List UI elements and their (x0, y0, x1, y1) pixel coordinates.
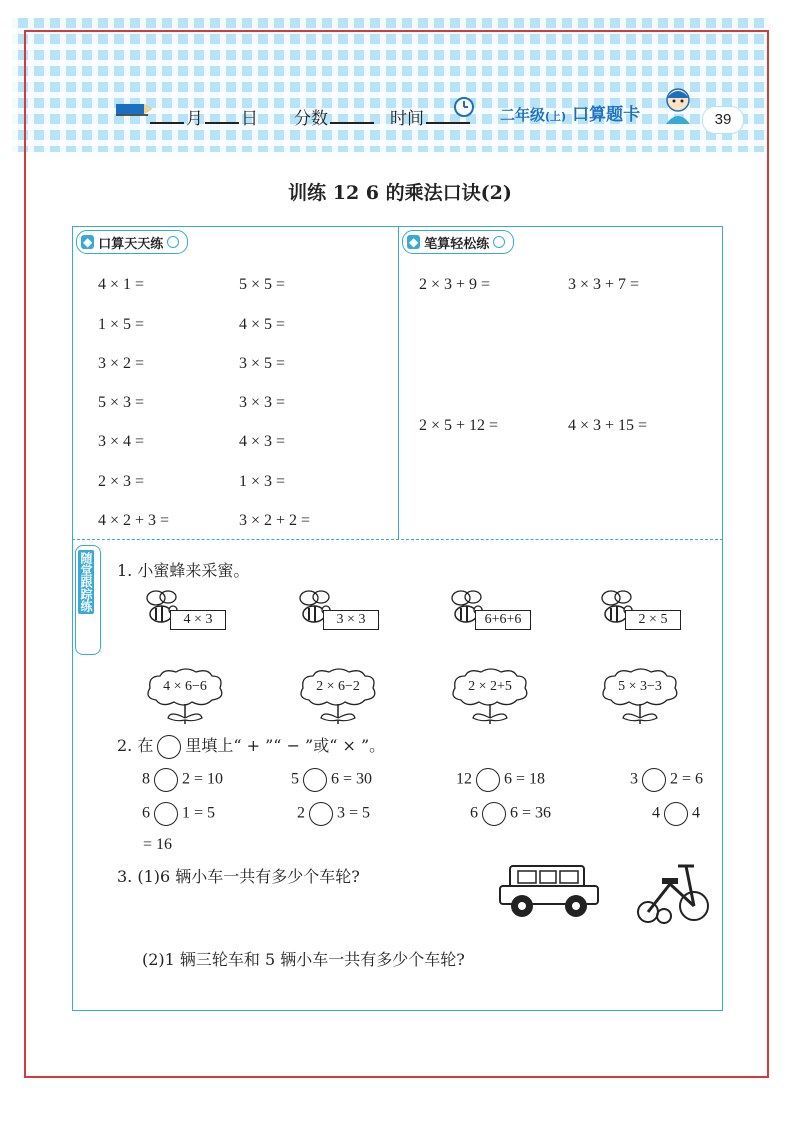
q2-left-operand: 3 (630, 770, 638, 788)
clock-icon (453, 96, 475, 118)
q2-item (297, 802, 370, 826)
bee-expression-box: 2 × 5 (625, 610, 681, 630)
day-blank[interactable] (205, 108, 239, 124)
written-item: 3 × 3 + 7 = (568, 276, 640, 293)
q2-left-operand: 4 (652, 804, 660, 822)
written-item: 2 × 5 + 12 = (419, 417, 499, 434)
q2-right-expression: 3 = 5 (337, 804, 371, 822)
mascot-icon (660, 86, 696, 126)
bee-expression-box: 4 × 3 (170, 610, 226, 630)
brand (500, 100, 640, 125)
q2-item (291, 768, 372, 792)
q2-right-expression: 6 = 36 (510, 804, 552, 822)
time-label: 时间 (390, 108, 424, 129)
answer-circle[interactable] (154, 768, 178, 792)
oral-item: 5 × 5 = (239, 276, 286, 293)
page-number: 39 (702, 106, 744, 134)
q1-text: 1. 小蜜蜂来采蜜。 (117, 561, 250, 580)
tag-tail-icon (167, 236, 179, 248)
answer-circle[interactable] (664, 802, 688, 826)
grade-text: 二年级 (500, 106, 546, 124)
tag-badge-icon: ◆ (83, 235, 93, 249)
score-blank[interactable] (330, 108, 374, 124)
q2-right-expression: 2 = 10 (182, 770, 224, 788)
section-divider-vertical (398, 226, 399, 540)
answer-circle[interactable] (642, 768, 666, 792)
flower-expression: 4 × 6−6 (163, 679, 207, 694)
answer-circle[interactable] (476, 768, 500, 792)
bee-expression-box: 6+6+6 (475, 610, 531, 630)
oral-item: 4 × 3 = (239, 433, 286, 450)
q2-right-expression: 6 = 18 (504, 770, 546, 788)
flower-icon (449, 668, 531, 726)
q3-part1: 3. (1)6 辆小车一共有多少个车轮? (117, 867, 360, 886)
flower-expression: 2 × 2+5 (468, 679, 512, 694)
oral-item: 3 × 5 = (239, 355, 286, 372)
oral-item: 3 × 2 = (98, 355, 145, 372)
oral-item: 3 × 3 = (239, 394, 286, 411)
oral-item: 5 × 3 = (98, 394, 145, 411)
month-blank[interactable] (150, 108, 184, 124)
q2-right-expression: 2 = 6 (670, 770, 704, 788)
oral-item: 4 × 2 + 3 = (98, 512, 170, 529)
answer-circle[interactable] (482, 802, 506, 826)
lesson-title: 训练 12 6 的乘法口诀(2) (288, 182, 512, 204)
written-item: 4 × 3 + 15 = (568, 417, 648, 434)
q2-left-operand: 5 (291, 770, 299, 788)
oral-practice-tag: ◆ 口算天天练 (76, 230, 188, 254)
q2-left-operand: 8 (142, 770, 150, 788)
q2-item (630, 768, 703, 792)
flower-icon (297, 668, 379, 726)
follow-tag-text: 随堂跟踪练 (79, 552, 93, 612)
written-practice-tag: ◆ 笔算轻松练 (402, 230, 514, 254)
oral-item: 3 × 2 + 2 = (239, 512, 311, 529)
oral-item: 2 × 3 = (98, 473, 145, 490)
q2-left-operand: 6 (142, 804, 150, 822)
answer-circle (157, 735, 181, 759)
section-divider-horizontal (72, 539, 723, 540)
answer-circle[interactable] (309, 802, 333, 826)
day-label: 日 (241, 108, 258, 129)
written-item: 2 × 3 + 9 = (419, 276, 491, 293)
q2-item (142, 768, 223, 792)
q2-left-operand: 6 (470, 804, 478, 822)
tricycle-icon (634, 860, 710, 928)
q2-right-expression: 1 = 5 (182, 804, 216, 822)
q2-item (652, 802, 700, 826)
car-icon (496, 860, 602, 922)
q2-item (142, 802, 215, 826)
answer-circle[interactable] (154, 802, 178, 826)
flower-expression: 2 × 6−2 (316, 679, 360, 694)
bee-expression-box: 3 × 3 (323, 610, 379, 630)
oral-item: 4 × 1 = (98, 276, 145, 293)
oral-item: 1 × 3 = (239, 473, 286, 490)
q2-left-operand: 12 (456, 770, 472, 788)
flower-expression: 5 × 3−3 (618, 679, 662, 694)
month-label: 月 (186, 108, 203, 129)
q2-text: 2. 在 里填上“ + ”“ − ”或“ × ”。 (117, 733, 385, 759)
tag-tail-icon (493, 236, 505, 248)
q3-part2: (2)1 辆三轮车和 5 辆小车一共有多少个车轮? (142, 950, 465, 969)
oral-item: 4 × 5 = (239, 316, 286, 333)
flower-icon (599, 668, 681, 726)
flower-icon (144, 668, 226, 726)
term-text: (上) (545, 110, 567, 123)
series-text: 口算题卡 (572, 105, 641, 125)
score-label: 分数 (294, 108, 328, 129)
q2-item (456, 768, 545, 792)
q2-right-expression: 4 (692, 804, 700, 822)
q2-item (470, 802, 551, 826)
oral-item: 1 × 5 = (98, 316, 145, 333)
tag-badge-icon: ◆ (409, 235, 419, 249)
follow-practice-tag (75, 545, 101, 655)
answer-circle[interactable] (303, 768, 327, 792)
q2-wrap-text: = 16 (143, 836, 173, 853)
q2-right-expression: 6 = 30 (331, 770, 373, 788)
q2-left-operand: 2 (297, 804, 305, 822)
oral-item: 3 × 4 = (98, 433, 145, 450)
